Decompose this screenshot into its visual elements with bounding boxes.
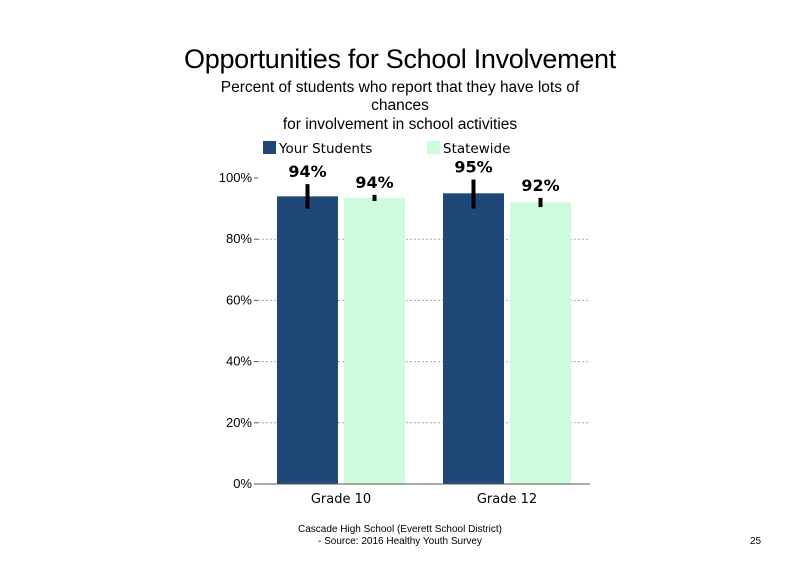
chart-subtitle-line-2: chances bbox=[371, 97, 429, 114]
page-number: 25 bbox=[750, 536, 762, 547]
y-tick-label: 20% bbox=[225, 414, 252, 430]
footer-source: - Source: 2016 Healthy Youth Survey bbox=[318, 536, 482, 547]
data-label: 94% bbox=[288, 162, 327, 182]
data-label: 95% bbox=[454, 157, 493, 177]
bar-statewide bbox=[510, 202, 571, 484]
data-label: 94% bbox=[355, 172, 394, 192]
chart-subtitle-line-1: Percent of students who report that they have lots of bbox=[220, 79, 580, 96]
chart-subtitle-line-3: for involvement in school activities bbox=[282, 116, 518, 133]
y-tick-label: 0% bbox=[233, 476, 252, 491]
y-tick-label: 40% bbox=[225, 353, 252, 369]
bar-your-students bbox=[443, 193, 504, 484]
x-tick-label: Grade 12 bbox=[476, 492, 538, 507]
bar-your-students bbox=[277, 196, 338, 484]
bar-statewide bbox=[344, 198, 405, 484]
legend-label: Your Students bbox=[279, 141, 373, 157]
legend-label: Statewide bbox=[443, 141, 511, 157]
y-tick-label: 60% bbox=[225, 292, 252, 308]
y-tick-label: 80% bbox=[225, 231, 252, 247]
legend-swatch-statewide bbox=[427, 141, 440, 154]
footer-school: Cascade High School (Everett School District) bbox=[298, 524, 502, 535]
chart-title: Opportunities for School Involvement bbox=[184, 44, 616, 74]
data-label: 92% bbox=[521, 175, 560, 195]
x-tick-label: Grade 10 bbox=[310, 492, 372, 507]
y-tick-label: 100% bbox=[218, 170, 252, 185]
legend-swatch-your-students bbox=[263, 141, 276, 154]
